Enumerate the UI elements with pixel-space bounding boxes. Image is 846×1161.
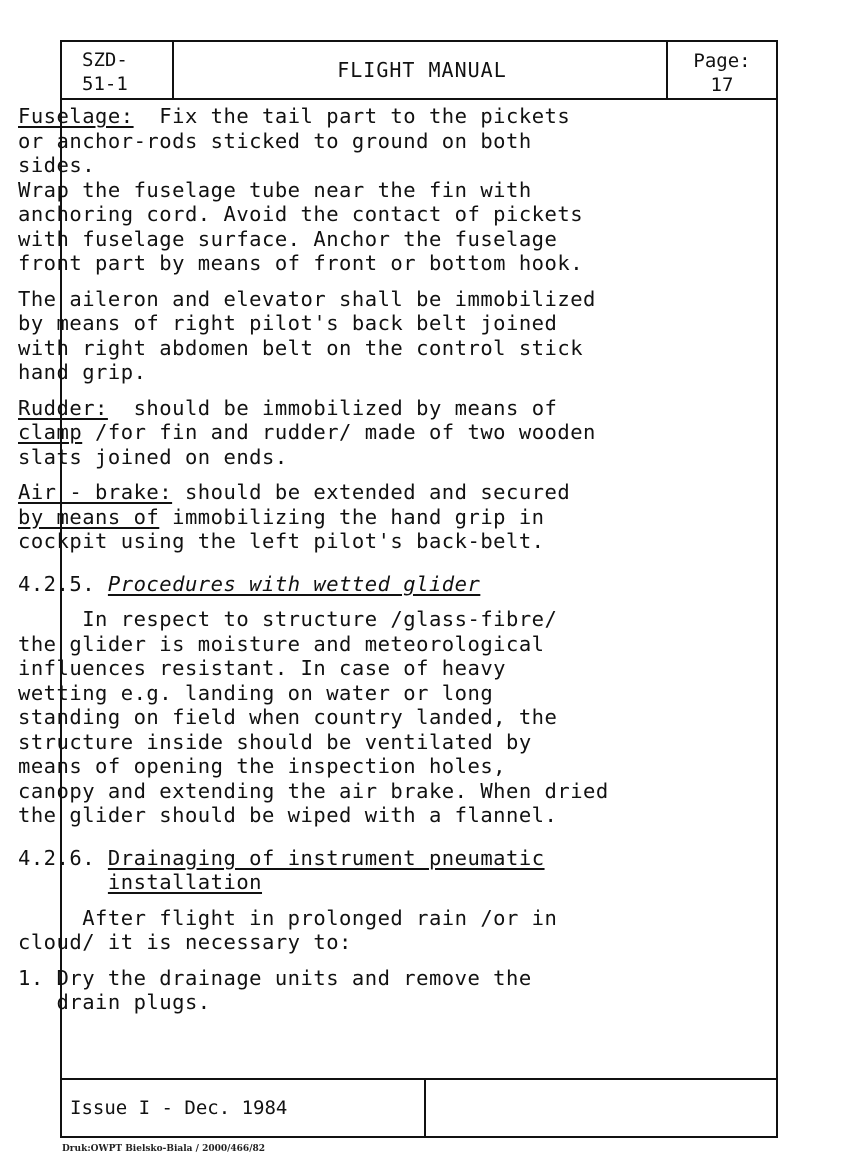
text-line: slats joined on ends. (18, 444, 288, 469)
rudder-heading: Rudder: (18, 395, 108, 420)
text-line: influences resistant. In case of heavy (18, 656, 506, 680)
aircraft-code (62, 42, 174, 98)
text-line: the glider is moisture and meteorological (18, 631, 545, 656)
text-line: should be immobilized by means of (107, 395, 558, 420)
text-line (18, 420, 718, 445)
text-line: Wrap the fuselage tube near the fin with (18, 177, 532, 202)
printer-imprint: Druk:OWPT Bielsko-Biala / 2000/466/82 (62, 1144, 266, 1154)
manual-body (18, 104, 718, 1015)
text-line: the glider should be wiped with a flannel. (18, 803, 558, 827)
list-item: 1. Dry the drainage units and remove the (18, 965, 532, 990)
text-line: After flight in prolonged rain /or in (18, 905, 558, 930)
airbrake-heading: Air - brake: (18, 480, 173, 504)
clamp-underlined: clamp (18, 420, 83, 444)
text-line: anchoring cord. Avoid the contact of pickets (18, 202, 584, 226)
airbrake-paragraph (18, 480, 718, 505)
section-title: Drainaging of instrument pneumatic (107, 845, 545, 870)
aircraft-code-line1: SZD- (82, 49, 128, 71)
text-line: hand grip. (18, 360, 147, 384)
section-426-heading-cont (18, 870, 718, 895)
text-line: with right abdomen belt on the control stick (18, 335, 584, 360)
page-label: Page: (693, 50, 751, 72)
list-item-cont: drain plugs. (18, 990, 211, 1014)
text-line: sides. (18, 153, 96, 177)
section-number: 4.2.5. (18, 571, 108, 596)
text-line: standing on field when country landed, the (18, 705, 558, 729)
text-line: cockpit using the left pilot's back-belt. (18, 529, 545, 553)
aircraft-code-line2: 51-1 (82, 73, 128, 95)
page-number: 17 (710, 74, 734, 96)
text-line: structure inside should be ventilated by (18, 729, 532, 754)
by-means-of-underlined: by means of (18, 504, 160, 529)
page-footer (62, 1078, 776, 1136)
text-line: Fix the tail part to the pickets (133, 104, 571, 128)
text-line: with fuselage surface. Anchor the fuselage (18, 226, 558, 251)
page-header (62, 42, 776, 100)
issue-date: Issue I - Dec. 1984 (62, 1080, 426, 1136)
section-425-heading (18, 572, 718, 597)
text-line: immobilizing the hand grip in (159, 504, 545, 529)
section-title: Procedures with wetted glider (107, 571, 481, 596)
page-number-box (666, 42, 776, 98)
text-line: wetting e.g. landing on water or long (18, 680, 494, 705)
fuselage-paragraph (18, 104, 718, 129)
document-title: FLIGHT MANUAL (337, 58, 507, 82)
text-line: cloud/ it is necessary to: (18, 930, 352, 954)
text-line: should be extended and secured (172, 480, 571, 504)
indent-pad (18, 870, 108, 894)
rudder-paragraph (18, 396, 718, 421)
text-line: means of opening the inspection holes, (18, 754, 506, 778)
text-line: by means of right pilot's back belt joined (18, 311, 558, 335)
text-line: /for fin and rudder/ made of two wooden (82, 420, 596, 444)
fuselage-heading: Fuselage: (18, 104, 134, 128)
text-line (18, 505, 718, 530)
section-title-cont: installation (107, 870, 263, 894)
text-line: or anchor-rods sticked to ground on both (18, 128, 532, 153)
text-line: front part by means of front or bottom hook. (18, 251, 584, 275)
text-line: In respect to structure /glass-fibre/ (18, 607, 558, 631)
section-426-heading (18, 846, 718, 871)
text-line: canopy and extending the air brake. When dried (18, 778, 609, 803)
section-number: 4.2.6. (18, 845, 108, 870)
aileron-paragraph: The aileron and elevator shall be immobilized (18, 286, 596, 311)
